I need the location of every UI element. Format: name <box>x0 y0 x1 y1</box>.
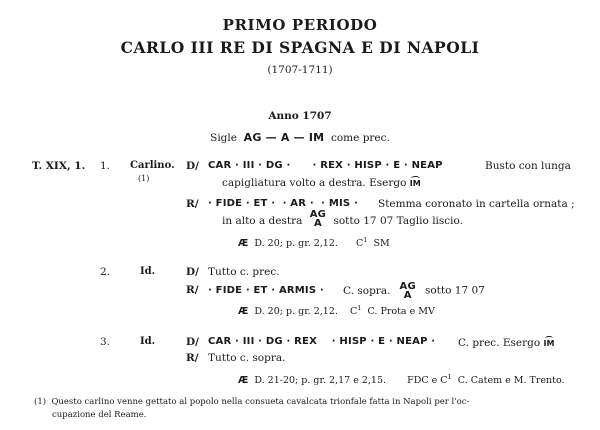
footnote-text: Questo carlino venne gettato al popolo nella consueta cavalcata trionfale fatta in Napoli per l'oc- <box>51 397 470 407</box>
exergue-monogram <box>410 176 421 188</box>
obverse-text: C. prec. Esergo <box>458 337 541 349</box>
exergue-text: IM <box>543 339 555 348</box>
year-heading: Anno 1707 <box>268 110 332 122</box>
period-heading: PRIMO PERIODO <box>222 16 378 34</box>
reverse-symbol: R/ <box>186 198 199 210</box>
collection: SM <box>373 238 390 250</box>
footnote-line-2: cupazione del Reame. <box>52 410 147 420</box>
rarity-sup: 1 <box>357 304 362 312</box>
obverse-description: Busto con lunga <box>485 160 571 172</box>
entry-2-denomination: Id. <box>140 266 156 277</box>
reverse-symbol: R/ <box>186 352 199 364</box>
reverse-line <box>208 280 485 300</box>
obverse-symbol: D/ <box>186 336 199 348</box>
entry-3-details <box>238 373 565 386</box>
mint-mark-bottom: A <box>403 289 412 301</box>
obverse-description-text: capigliatura volto a destra. Esergo <box>222 177 407 189</box>
metal-symbol: Æ <box>238 238 249 250</box>
sigle-label: Sigle <box>210 132 237 144</box>
sigle-code: AG — A — IM <box>243 131 325 144</box>
reverse-text-a: in alto a destra <box>222 215 303 227</box>
weight-details: D. 20; p. gr. 2,12. <box>254 306 338 318</box>
obverse-description <box>458 336 554 349</box>
entry-1-ref: T. XIX, 1. <box>32 160 86 172</box>
mint-mark-top: AG <box>399 280 416 292</box>
entry-3-denomination: Id. <box>140 336 156 347</box>
exergue-monogram <box>544 336 555 348</box>
footnote-marker: (1) <box>138 174 150 183</box>
obverse-symbol: D/ <box>186 160 199 172</box>
metal-symbol: Æ <box>238 306 249 318</box>
obverse-legend: CAR · III · DG · REX · HISP · E · NEAP · <box>208 336 436 347</box>
entry-2-num: 2. <box>100 266 111 278</box>
reverse-text-b: sotto 17 07 <box>424 284 485 297</box>
reverse-description: Tutto c. sopra. <box>208 352 286 364</box>
entry-1-details <box>238 236 390 249</box>
reverse-text-a: C. sopra. <box>343 284 391 297</box>
mint-mark-top: AG <box>309 209 327 220</box>
reverse-description: Stemma coronato in cartella ornata ; <box>378 198 575 210</box>
reverse-legend: · FIDE · ET · · AR · · MIS · <box>208 198 359 209</box>
sigle-suffix: come prec. <box>330 132 390 144</box>
sigle-line <box>0 131 600 144</box>
obverse-legend: CAR · III · DG · · REX · HISP · E · NEAP <box>208 160 443 171</box>
collection: C. Catem e M. Trento. <box>457 375 565 387</box>
entry-2-details <box>238 304 435 317</box>
reverse-text-b: sotto 17 07 Taglio liscio. <box>333 215 464 227</box>
page-title: CARLO III RE DI SPAGNA E DI NAPOLI <box>120 38 480 57</box>
entry-3-num: 3. <box>100 336 111 348</box>
reverse-symbol: R/ <box>186 284 199 296</box>
years-range: (1707-1711) <box>267 64 333 76</box>
entry-1-denomination: Carlino. <box>130 160 175 171</box>
exergue-text: IM <box>409 179 421 188</box>
obverse-description: Tutto c. prec. <box>208 266 280 278</box>
rarity-sup: 1 <box>447 373 452 381</box>
obverse-description-cont <box>222 176 421 189</box>
mint-mark <box>310 210 326 228</box>
reverse-description-cont <box>222 209 464 230</box>
reverse-legend: · FIDE · ET · ARMIS · <box>208 285 324 296</box>
obverse-symbol: D/ <box>186 266 199 278</box>
weight-details: D. 21-20; p. gr. 2,17 e 2,15. <box>254 375 387 387</box>
rarity: C <box>356 238 364 250</box>
footnote-line-1 <box>34 397 469 407</box>
mint-mark <box>400 282 416 300</box>
entry-1-num: 1. <box>100 160 111 172</box>
collection: C. Prota e MV <box>367 306 435 318</box>
footnote-number: (1) <box>34 397 47 407</box>
metal-symbol: Æ <box>238 375 249 387</box>
rarity: C <box>350 306 358 318</box>
rarity: FDC e C <box>407 375 448 387</box>
weight-details: D. 20; p. gr. 2,12. <box>254 238 338 250</box>
mint-mark-bottom: A <box>313 218 322 229</box>
rarity-sup: 1 <box>363 236 368 244</box>
